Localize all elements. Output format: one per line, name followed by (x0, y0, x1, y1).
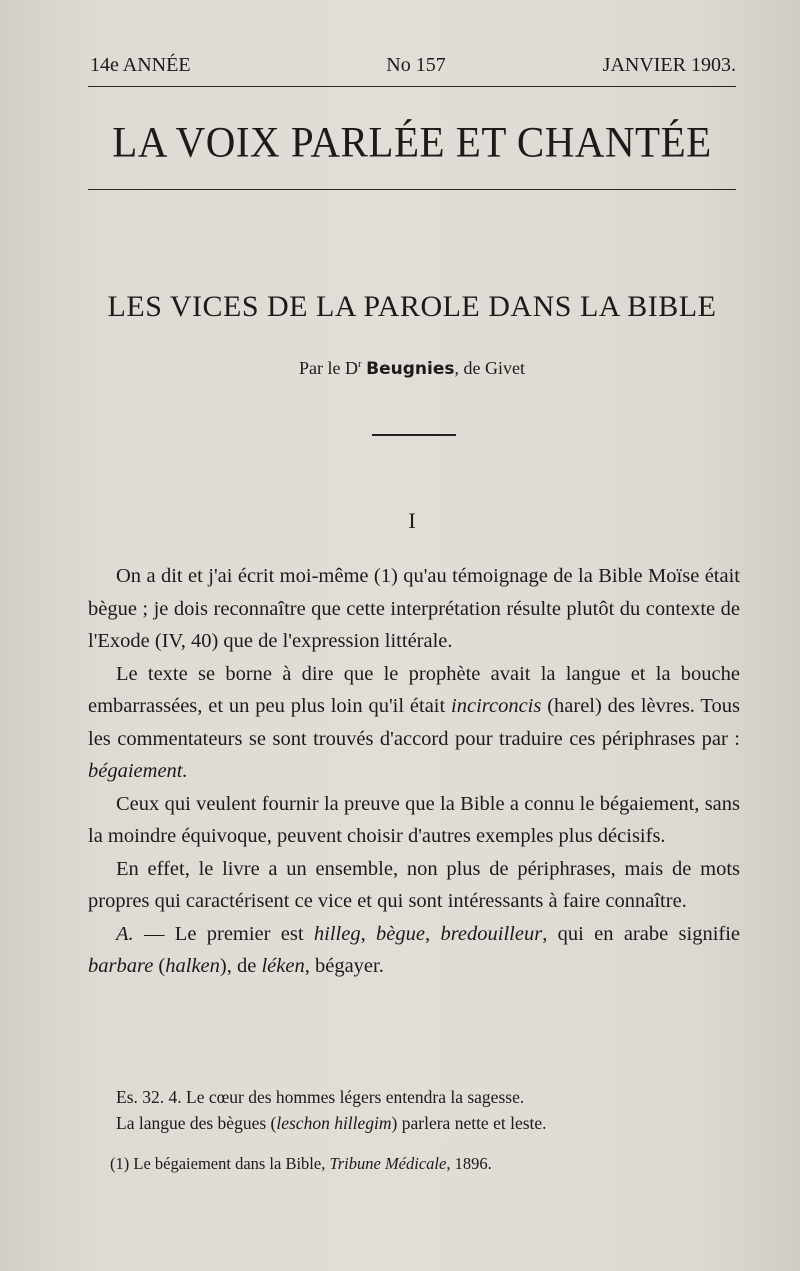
italic-run: Tribune Médicale (329, 1154, 447, 1173)
issue-year: 14e ANNÉE (90, 54, 191, 76)
paragraph-1: On a dit et j'ai écrit moi-même (1) qu'au témoignage de la Bible Moïse était bègue ; je dois reconnaître que cette interprétation résulte plutôt du contexte de l'Exode (IV, 40) que de l'expression littérale. (88, 565, 740, 652)
footnote (110, 1154, 730, 1174)
text-run: ( (153, 955, 166, 977)
paragraph-5 (88, 918, 740, 983)
italic-run: bredouilleur (440, 922, 543, 945)
title-rule (88, 189, 736, 190)
byline-suffix: , de Givet (454, 358, 525, 378)
italic-run: hilleg (313, 922, 361, 945)
italic-run: bégaiement. (88, 760, 188, 782)
paragraph-3: Ceux qui veulent fournir la preuve que la Bible a connu le bégaiement, sans la moindre équivoque, peuvent choisir d'autres exemples plus décisifs. (88, 792, 740, 847)
text-run: — Le premier est (133, 922, 314, 945)
text-run: (1) Le bégaiement dans la Bible, (110, 1154, 330, 1173)
quote-line-1: Es. 32. 4. Le cœur des hommes légers entendra la sagesse. (116, 1087, 525, 1107)
author-name: Beugnies (366, 359, 455, 379)
text-run: , qui en arabe signifie (542, 922, 741, 945)
italic-run: leschon hillegim (276, 1113, 392, 1133)
italic-run: halken (165, 955, 220, 977)
masthead (88, 50, 736, 80)
bible-quote (116, 1084, 736, 1136)
italic-run: barbare (88, 955, 154, 977)
text-run: La langue des bègues ( (116, 1113, 277, 1133)
text-run: ) parlera nette et leste. (391, 1113, 547, 1133)
section-separator (372, 434, 456, 436)
quote-line-2 (116, 1110, 736, 1136)
issue-date: JANVIER 1903. (602, 54, 736, 76)
article-body (88, 560, 740, 983)
text-run: , bégayer. (304, 955, 384, 977)
header-rule (88, 86, 736, 87)
italic-run: A. (116, 922, 134, 945)
text-run: Le texte se borne à dire que le prophète avait la langue et la bouche embarrassées, et un peu plus loin qu'il était (88, 662, 740, 717)
byline-prefix-sup: r (357, 358, 362, 370)
italic-run: léken (261, 955, 305, 977)
text-run: , 1896. (446, 1154, 492, 1173)
text-run: , (360, 922, 377, 945)
italic-run: incirconcis (451, 695, 542, 717)
text-run: (harel) des lèvres. Tous les commentateurs se sont trouvés d'accord pour traduire ces périphrases par : (88, 695, 740, 750)
text-run: ), de (219, 955, 262, 977)
text-run: , (425, 922, 441, 945)
italic-run: bègue (376, 922, 425, 945)
paragraph-2 (88, 658, 740, 788)
paragraph-4: En effet, le livre a un ensemble, non plus de périphrases, mais de mots propres qui caractérisent ce vice et qui sont intéressants à faire connaître. (88, 857, 740, 912)
issue-number: No 157 (386, 54, 446, 76)
byline-prefix: Par le D (299, 358, 358, 378)
byline (88, 358, 736, 379)
journal-title: LA VOIX PARLÉE ET CHANTÉE (112, 117, 712, 167)
section-number: I (408, 508, 416, 533)
article-title: LES VICES DE LA PAROLE DANS LA BIBLE (107, 290, 717, 323)
